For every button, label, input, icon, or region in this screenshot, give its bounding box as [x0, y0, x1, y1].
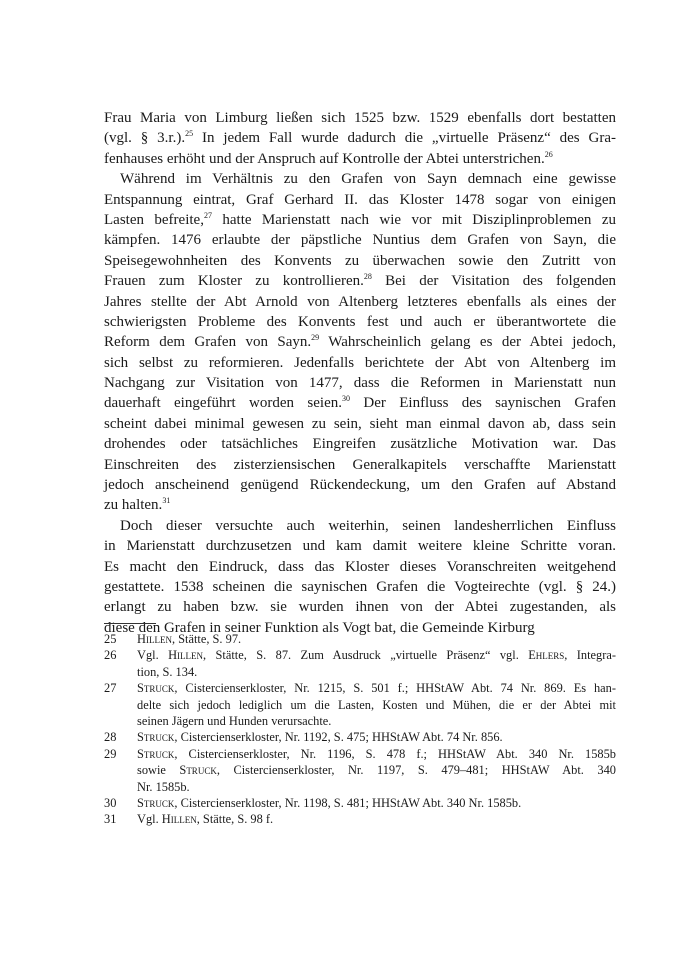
- text-run: delte sich jedoch lediglich um die Lasten, Kosten und Mühen, die er der Abtei mit: [137, 697, 616, 712]
- footnote-ref: 26: [544, 149, 553, 159]
- footnote-line: [137, 729, 616, 745]
- footnote-line: [137, 697, 616, 713]
- footnote-ref: 31: [162, 496, 171, 506]
- author-name: Ehlers: [528, 648, 565, 663]
- text-run: Speisegewohnheiten des Konvents zu überwachen sowie den Zutritt von: [104, 252, 616, 269]
- footnote: [104, 795, 616, 811]
- text-line: [104, 271, 616, 291]
- main-text: [104, 108, 616, 638]
- footnote-ref: 28: [363, 272, 372, 282]
- text-run: dauerhaft eingeführt worden seien.: [104, 395, 342, 412]
- text-line: [104, 312, 616, 332]
- text-line: [104, 190, 616, 210]
- author-name: Struck: [137, 746, 175, 761]
- text-run: Nachgang zur Visitation von 1477, dass die Reformen in Marienstatt nun: [104, 375, 616, 392]
- footnote-number: 28: [104, 730, 117, 745]
- text-run: , Cistercienserkloster, Nr. 1197, S. 479–481; HHStAW Abt. 340: [216, 763, 616, 778]
- text-run: hatte Marienstatt nach wie vor mit Disziplinproblemen zu: [211, 211, 616, 228]
- text-line: [104, 455, 616, 475]
- text-run: scheint dabei minimal gewesen zu sein, sieht man einmal davon ab, dass sein: [104, 415, 616, 432]
- text-line: [104, 210, 616, 230]
- footnote-line: [137, 746, 616, 762]
- author-name: Hillen: [168, 648, 204, 663]
- text-line: [104, 230, 616, 250]
- text-run: Doch dieser versuchte auch weiterhin, seinen landesherrlichen Einfluss: [120, 517, 616, 534]
- text-run: schwierigsten Probleme des Konvents fest und auch er überantwortete die: [104, 313, 616, 330]
- footnote-line: [137, 762, 616, 778]
- text-line: [104, 353, 616, 373]
- text-line: [104, 516, 616, 536]
- text-run: fenhauses erhöht und der Anspruch auf Kontrolle der Abtei unterstrichen.: [104, 150, 545, 167]
- footnote-ref: 25: [185, 129, 194, 139]
- text-run: Lasten befreite,: [104, 211, 204, 228]
- text-run: Bei der Visitation des folgenden: [371, 273, 616, 290]
- text-run: , Stätte, S. 87. Zum Ausdruck „virtuelle Präsenz“ vgl.: [203, 648, 529, 663]
- footnote-line: [137, 811, 616, 827]
- text-run: Frau Maria von Limburg ließen sich 1525 bzw. 1529 ebenfalls dort bestatten: [104, 110, 616, 126]
- text-run: gestattete. 1538 scheinen die saynischen Grafen die Vogteirechte (vgl. § 24.): [104, 578, 616, 595]
- footnote-number: 27: [104, 681, 117, 696]
- text-line: [104, 149, 616, 169]
- footnote-number: 31: [104, 812, 117, 827]
- text-run: Einschreiten des zisterziensischen Generalkapitels verschaffte Marienstatt: [104, 456, 616, 473]
- author-name: Struck: [137, 681, 175, 696]
- text-line: [104, 292, 616, 312]
- text-run: Vgl.: [137, 648, 169, 663]
- text-line: [104, 373, 616, 393]
- text-line: [104, 128, 616, 148]
- text-line: [104, 332, 616, 352]
- text-run: , Integra-: [564, 648, 616, 663]
- text-run: Während im Verhältnis zu den Grafen von Sayn demnach eine gewisse: [120, 171, 616, 188]
- text-line: [104, 414, 616, 434]
- footnote-line: [137, 779, 616, 795]
- author-name: Struck: [137, 795, 175, 810]
- text-run: Reform dem Grafen von Sayn.: [104, 334, 312, 351]
- footnote-ref: 30: [341, 394, 350, 404]
- footnote-line: [137, 795, 616, 811]
- text-run: Vgl.: [137, 812, 162, 827]
- text-line: [104, 557, 616, 577]
- footnote-ref: 29: [311, 333, 320, 343]
- text-run: , Cistercienserkloster, Nr. 1198, S. 481; HHStAW Abt. 340 Nr. 1585b.: [174, 795, 522, 810]
- text-run: , Cistercienserkloster, Nr. 1192, S. 475; HHStAW Abt. 74 Nr. 856.: [174, 730, 503, 745]
- text-run: , Cistercienserkloster, Nr. 1215, S. 501 f.; HHStAW Abt. 74 Nr. 869. Es han-: [174, 681, 616, 696]
- footnote-ref: 27: [203, 210, 212, 220]
- footnote-divider: [104, 623, 156, 624]
- text-line: [104, 597, 616, 617]
- text-run: , Stätte, S. 97.: [171, 632, 242, 646]
- text-run: kämpfen. 1476 erlaubte der päpstliche Nuntius dem Grafen von Sayn, die: [104, 232, 616, 249]
- footnote-number: 29: [104, 746, 117, 761]
- text-run: (vgl. § 3.r.).: [104, 130, 186, 147]
- text-run: Entspannung eintrat, Graf Gerhard II. das Kloster 1478 sogar von einigen: [104, 191, 616, 208]
- footnote-line: [137, 647, 616, 663]
- author-name: Struck: [179, 763, 217, 778]
- text-run: Wahrscheinlich gelang es der Abtei jedoch,: [319, 334, 616, 351]
- footnote-number: 26: [104, 648, 117, 663]
- text-run: Jahres stellte der Abt Arnold von Altenberg letzteres ebenfalls als eines der: [104, 293, 616, 310]
- footnote: [104, 811, 616, 827]
- footnote: [104, 729, 616, 745]
- text-line: [104, 108, 616, 128]
- footnote-line: [137, 680, 616, 696]
- text-line: [104, 475, 616, 495]
- text-run: Es macht den Eindruck, dass das Kloster dieses Voranschreiten weitgehend: [104, 558, 616, 575]
- text-run: In jedem Fall wurde dadurch die „virtuelle Präsenz“ des Gra-: [193, 130, 616, 147]
- text-line: [104, 434, 616, 454]
- footnote-number: 25: [104, 632, 117, 646]
- text-line: [104, 577, 616, 597]
- text-run: , Stätte, S. 98 f.: [196, 812, 274, 827]
- footnote-line: [137, 713, 616, 729]
- text-run: Nr. 1585b.: [137, 779, 190, 794]
- text-line: [104, 169, 616, 189]
- footnote: [104, 746, 616, 795]
- footnote: [104, 647, 616, 680]
- text-run: Der Einfluss des saynischen Grafen: [349, 395, 616, 412]
- author-name: Hillen: [161, 812, 197, 827]
- text-run: sowie: [137, 763, 180, 778]
- author-name: Struck: [137, 730, 175, 745]
- footnote-line: [137, 664, 616, 680]
- text-run: sich selbst zu reformieren. Jedenfalls berichtete der Abt von Altenberg im: [104, 354, 616, 371]
- text-line: [104, 536, 616, 556]
- text-run: drohendes oder tatsächliches Eingreifen zusätzliche Motivation war. Das: [104, 436, 616, 453]
- footnote-line: [137, 631, 616, 647]
- text-line: [104, 393, 616, 413]
- footnotes: [104, 631, 616, 828]
- text-run: Frauen zum Kloster zu kontrollieren.: [104, 273, 364, 290]
- footnote: [104, 680, 616, 729]
- footnote: [104, 631, 616, 647]
- footnote-number: 30: [104, 795, 117, 810]
- author-name: Hillen: [137, 632, 172, 646]
- text-run: erlangt zu haben bzw. sie wurden ihnen von der Abtei zugestanden, als: [104, 599, 616, 616]
- text-run: tion, S. 134.: [137, 664, 198, 679]
- text-run: jedoch anscheinend genügend Rückendeckung, um den Grafen auf Abstand: [104, 477, 616, 494]
- text-run: diese den Grafen in seiner Funktion als Vogt bat, die Gemeinde Kirburg: [104, 619, 535, 636]
- text-run: zu halten.: [104, 497, 163, 514]
- text-run: , Cistercienserkloster, Nr. 1196, S. 478 f.; HHStAW Abt. 340 Nr. 1585b: [174, 746, 616, 761]
- text-run: seinen Jägern und Hunden verursachte.: [137, 713, 332, 728]
- text-line: [104, 495, 616, 515]
- text-line: [104, 251, 616, 271]
- text-run: in Marienstatt durchzusetzen und kam damit weitere kleine Schritte voran.: [104, 538, 616, 555]
